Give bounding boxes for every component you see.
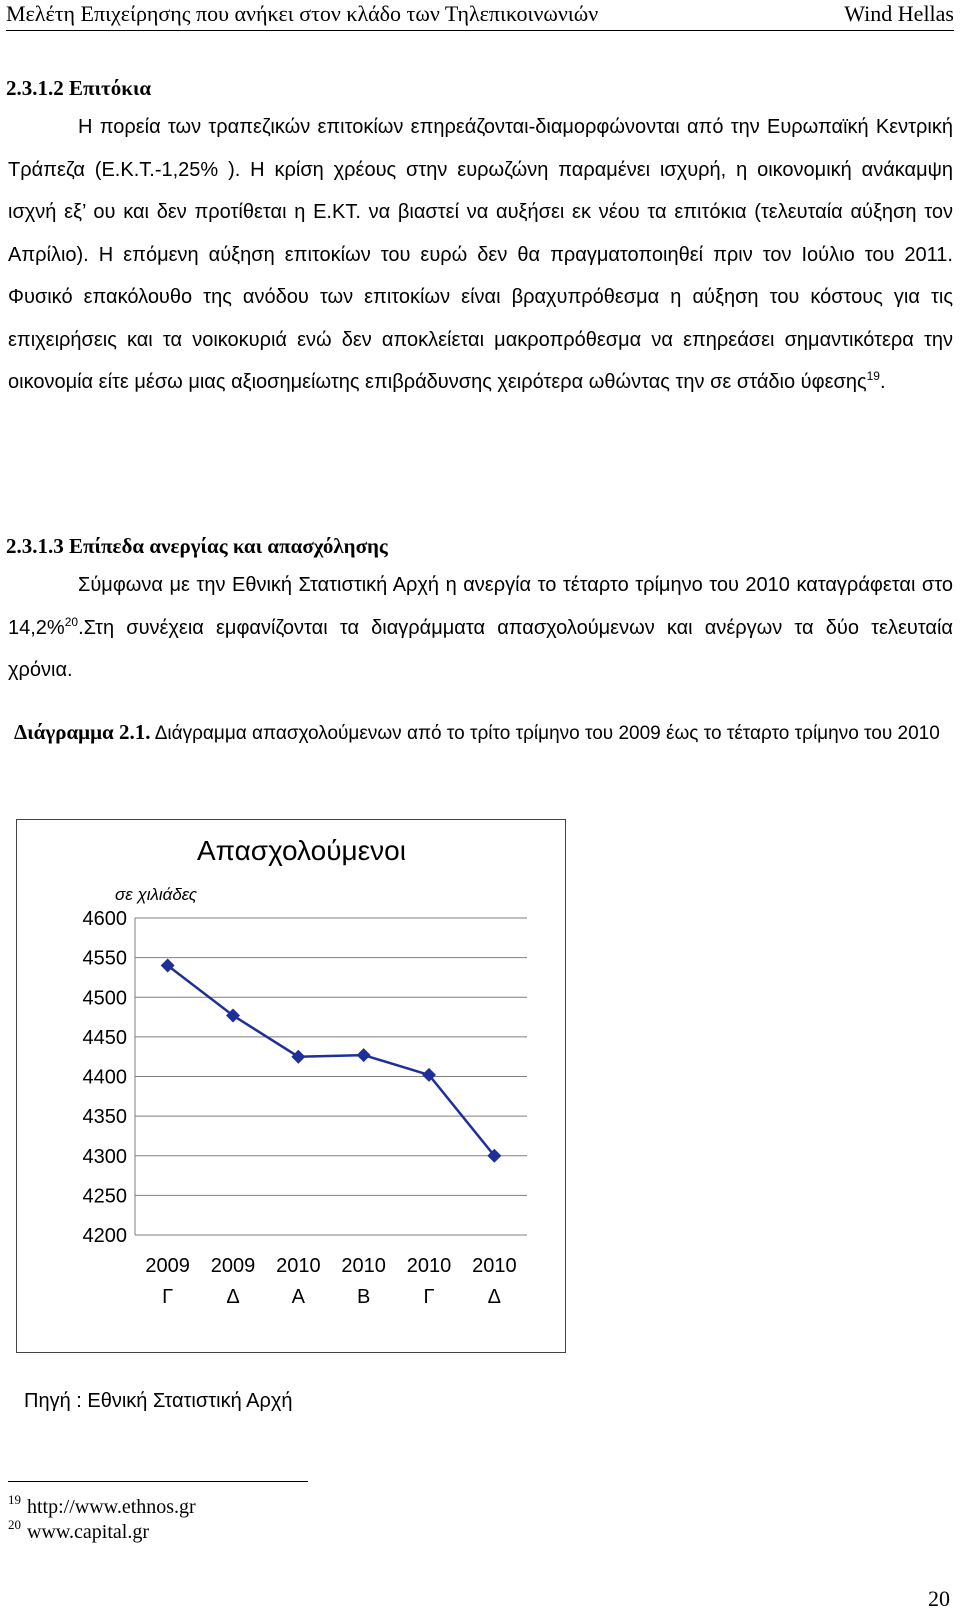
y-tick-label: 4300 <box>82 1145 127 1168</box>
footnote-separator <box>8 1481 308 1482</box>
x-tick-label-quarter: Δ <box>226 1286 240 1308</box>
employment-chart <box>16 819 566 1353</box>
y-tick-label: 4250 <box>82 1185 127 1208</box>
data-point <box>291 1050 305 1064</box>
footnote-20: $^{20}$ www.capital.gr <box>8 1517 149 1543</box>
footnote-ref-19: 19 <box>866 369 880 383</box>
page-number: 20 <box>928 1586 950 1611</box>
chart-title: Απασχολούμενοι <box>197 835 406 866</box>
figure-label: Διάγραμμα 2.1. <box>14 720 151 744</box>
chart-y-axis-label: σε χιλιάδες <box>115 885 198 904</box>
x-tick-label-quarter: Α <box>291 1286 306 1308</box>
y-tick-label: 4450 <box>82 1026 127 1049</box>
x-tick-label-quarter: Δ <box>487 1286 502 1308</box>
y-tick-label: 4400 <box>82 1066 127 1089</box>
page-header <box>6 0 954 31</box>
paragraph-interest-rates: Η πορεία των τραπεζικών επιτοκίων επηρεάζονται-διαμορφώνονται από την Ευρωπαϊκή Κεντρική Τράπεζα (Ε.Κ.Τ.-1,25% ). Η κρίση χρέους στην ευρωζώνη παραμένει ισχυρή, η οικονομική ανάκαμψη ισχνή εξ’ ου και δεν προτίθεται η Ε.ΚΤ. να βιαστεί να αυξήσει εκ νέου τα επιτόκια (τελευταία αύξηση τον Απρίλιο). Η επόμενη αύξηση επιτοκίων του ευρώ δεν θα πραγματοποιηθεί πριν τον Ιούλιο του 2011. Φυσικό επακόλουθο της ανόδου των επιτοκίων είναι βραχυπρόθεσμα η αύξηση του κόστους για τις επιχειρήσεις και τα νοικοκυριά ενώ δεν αποκλείεται μακροπρόθεσμα να επηρεάσει σημαντικότερα την οικονομία είτε μέσω μιας αξιοσημείωτης επιβράδυνσης χειρότερα ωθώντας την σε στάδιο ύφεσης$^{19}$. <box>8 116 953 393</box>
figure-source: Πηγή : Εθνική Στατιστική Αρχή <box>24 1390 293 1412</box>
y-tick-label: 4600 <box>82 908 127 930</box>
x-tick-label-year: 2010 <box>276 1255 321 1277</box>
footnote-ref-20: 20 <box>64 614 79 629</box>
x-tick-label-year: 2009 <box>145 1255 190 1277</box>
y-tick-label: 4550 <box>82 947 127 970</box>
y-tick-label: 4200 <box>82 1225 127 1247</box>
x-tick-label-year: 2010 <box>341 1255 386 1277</box>
data-point <box>357 1048 371 1062</box>
section-heading-unemployment: 2.3.1.3 Επίπεδα ανεργίας και απασχόλησης <box>6 534 388 558</box>
footnote-link: http://www.ethnos.gr <box>27 1496 196 1518</box>
x-tick-label-year: 2009 <box>210 1255 256 1277</box>
chart-svg <box>17 820 565 1352</box>
header-company: Wind Hellas <box>844 1 954 26</box>
paragraph-text: Η πορεία των τραπεζικών επιτοκίων επηρεάζονται-διαμορφώνονται από την Ευρωπαϊκή Κεντρική Τράπεζα (Ε.Κ.Τ.-1,25% ). Η κρίση χρέους στην ευρωζώνη παραμένει ισχυρή, η οικονομική ανάκαμψη ισχνή εξ’ ου και δεν προτίθεται η Ε.ΚΤ. να βιαστεί να αυξήσει εκ νέου τα επιτόκια (τελευταία αύξηση τον Απρίλιο). Η επόμενη αύξηση επιτοκίων του ευρώ δεν θα πραγματοποιηθεί πριν τον Ιούλιο του 2011. Φυσικό επακόλουθο της ανόδου των επιτοκίων είναι βραχυπρόθεσμα η αύξηση του κόστους για τις επιχειρήσεις και τα νοικοκυριά ενώ δεν αποκλείεται μακροπρόθεσμα να επηρεάσει σημαντικότερα την οικονομία είτε μέσω μιας αξιοσημείωτης επιβράδυνσης χειρότερα ωθώντας την σε στάδιο ύφεσης <box>8 116 953 393</box>
paragraph-unemployment: Σύμφωνα με την Εθνική Στατιστική Αρχή η ανεργία το τέταρτο τρίμηνο του 2010 καταγράφεται στο 14,2%$^{20}$.Στη συνέχεια εμφανίζονται τα διαγράμματα απασχολούμενων και ανέργων τα δύο τελευταία χρόνια. <box>8 574 953 681</box>
footnote-link: www.capital.gr <box>27 1521 149 1543</box>
figure-caption-text: Διάγραμμα απασχολούμενων από το τρίτο τρίμηνο του 2009 έως το τέταρτο τρίμηνο του 2010 <box>154 723 940 744</box>
series-line <box>168 966 495 1156</box>
header-title: Μελέτη Επιχείρησης που ανήκει στον κλάδο των Τηλεπικοινωνιών <box>6 1 599 26</box>
x-tick-label-quarter: Γ <box>162 1286 174 1308</box>
footnote-19: $^{19}$ http://www.ethnos.gr <box>8 1492 196 1518</box>
figure-caption <box>8 712 953 754</box>
x-tick-label-year: 2010 <box>472 1255 517 1277</box>
section-heading-interest-rates: 2.3.1.2 Επιτόκια <box>6 76 152 100</box>
y-tick-label: 4500 <box>82 987 127 1010</box>
y-tick-label: 4350 <box>82 1106 127 1129</box>
x-tick-label-quarter: Β <box>356 1286 371 1308</box>
x-tick-label-year: 2010 <box>406 1255 452 1277</box>
x-tick-label-quarter: Γ <box>423 1286 435 1308</box>
